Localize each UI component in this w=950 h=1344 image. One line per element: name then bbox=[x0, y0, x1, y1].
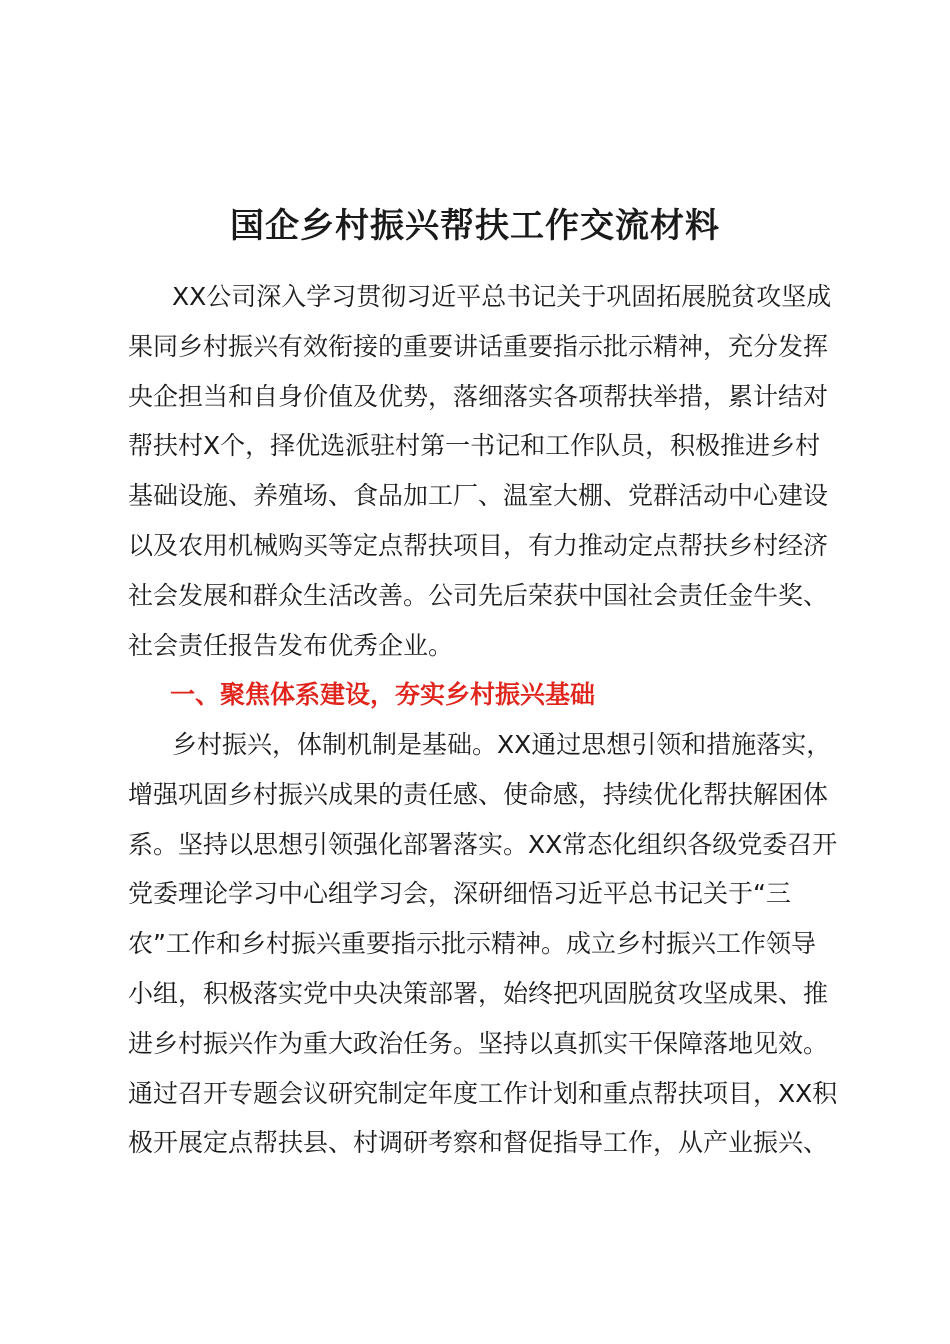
intro-paragraph bbox=[128, 272, 854, 670]
paragraph-line: 极开展定点帮扶县、村调研考察和督促指导工作，从产业振兴、 bbox=[128, 1128, 829, 1158]
paragraph-line: 通过召开专题会议研究制定年度工作计划和重点帮扶项目，XX积 bbox=[128, 1078, 838, 1108]
paragraph-line: 农”工作和乡村振兴重要指示批示精神。成立乡村振兴工作领导 bbox=[128, 929, 816, 959]
section-heading: 一、聚焦体系建设，夯实乡村振兴基础 bbox=[170, 680, 596, 709]
document-title: 国企乡村振兴帮扶工作交流材料 bbox=[230, 206, 720, 246]
paragraph-line: 增强巩固乡村振兴成果的责任感、使命感，持续优化帮扶解困体 bbox=[128, 779, 829, 809]
paragraph-line: 央企担当和自身价值及优势，落细落实各项帮扶举措，累计结对 bbox=[128, 381, 829, 411]
paragraph-line: 进乡村振兴作为重大政治任务。坚持以真抓实干保障落地见效。 bbox=[128, 1028, 829, 1058]
paragraph-line: 小组，积极落实党中央决策部署，始终把巩固脱贫攻坚成果、推 bbox=[128, 978, 829, 1008]
paragraph-line: XX公司深入学习贯彻习近平总书记关于巩固拓展脱贫攻坚成 bbox=[172, 282, 832, 311]
paragraph-line: 以及农用机械购买等定点帮扶项目，有力推动定点帮扶乡村经济 bbox=[128, 530, 829, 560]
paragraph-line: 帮扶村X个，择优选派驻村第一书记和工作队员，积极推进乡村 bbox=[128, 431, 821, 461]
paragraph-line: 果同乡村振兴有效衔接的重要讲话重要指示批示精神，充分发挥 bbox=[128, 331, 829, 361]
paragraph-line: 党委理论学习中心组学习会，深研细悟习近平总书记关于“三 bbox=[128, 879, 791, 909]
paragraph-line: 乡村振兴，体制机制是基础。XX通过思想引领和措施落实， bbox=[172, 730, 832, 759]
paragraph-line: 基础设施、养殖场、食品加工厂、温室大棚、党群活动中心建设 bbox=[128, 481, 829, 511]
paragraph-line: 社会责任报告发布优秀企业。 bbox=[128, 630, 454, 660]
paragraph-line: 社会发展和群众生活改善。公司先后荣获中国社会责任金牛奖、 bbox=[128, 580, 829, 610]
section-paragraph bbox=[128, 720, 854, 1168]
paragraph-line: 系。坚持以思想引领强化部署落实。XX常态化组织各级党委召开 bbox=[128, 829, 838, 859]
